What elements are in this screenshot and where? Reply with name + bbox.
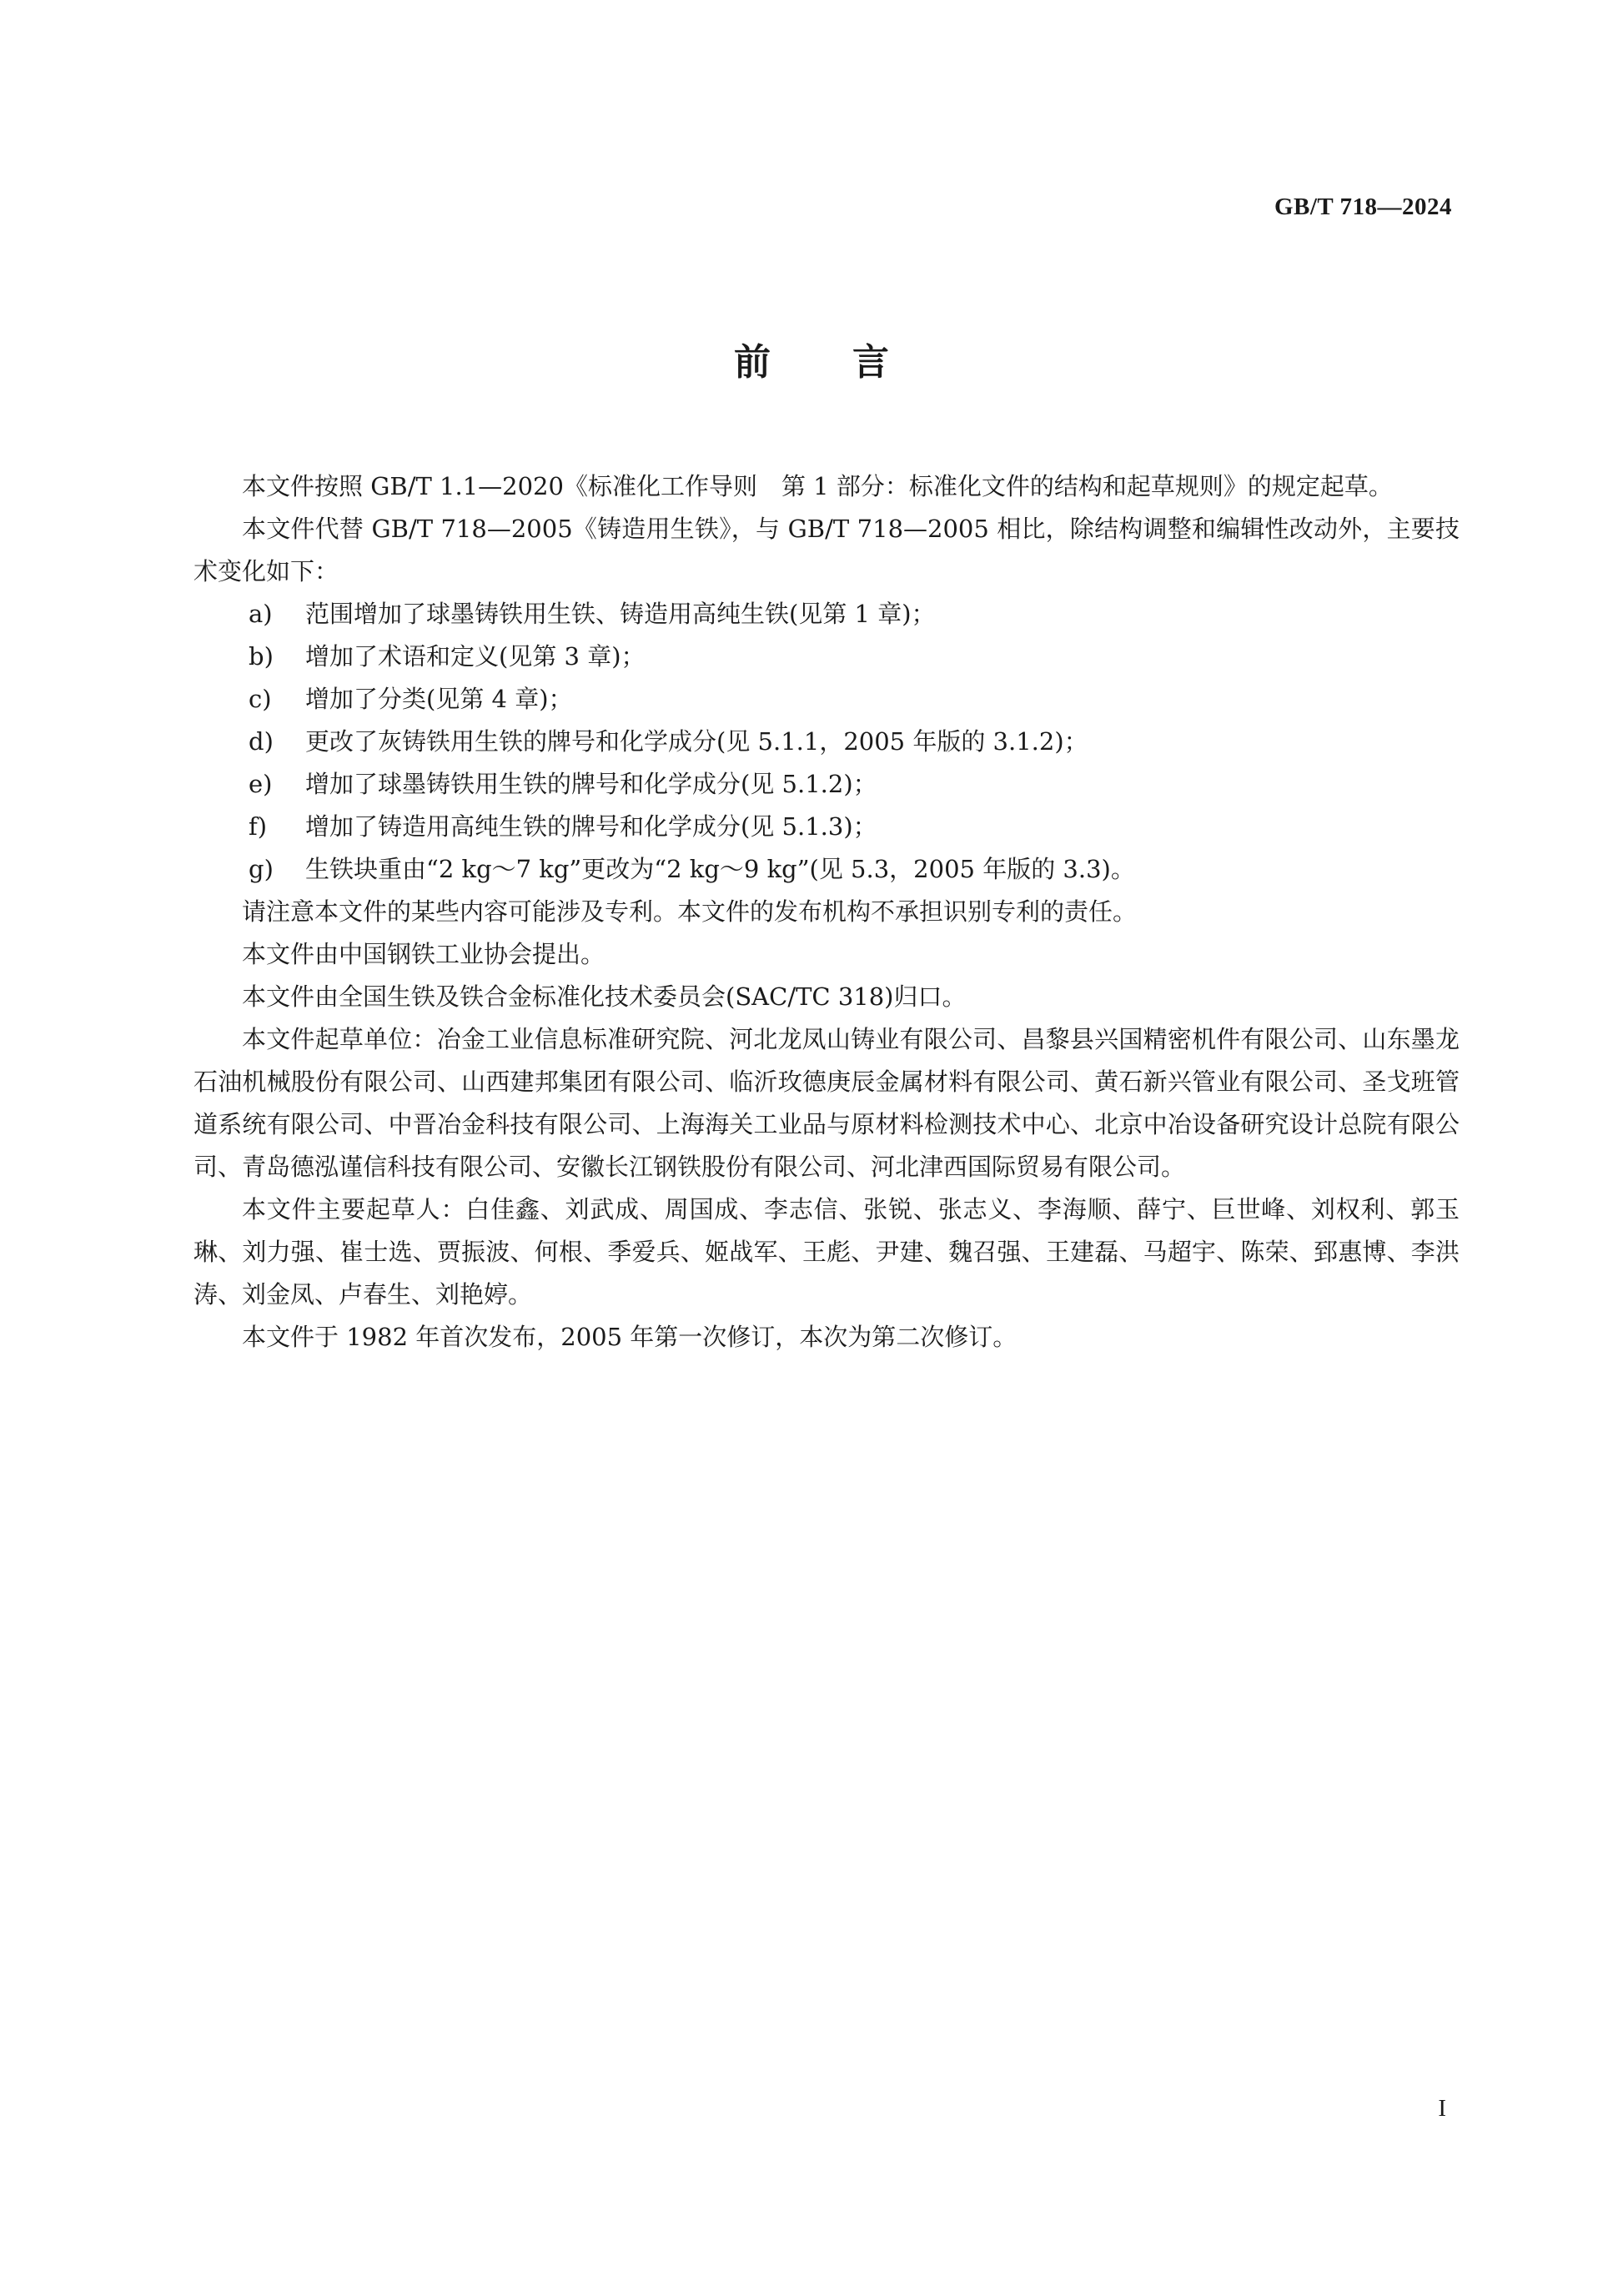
document-code: GB/T 718—2024	[1274, 193, 1452, 220]
foreword-content	[193, 465, 1460, 1359]
list-item-text: 生铁块重由“2 kg～7 kg”更改为“2 kg～9 kg”(见 5.3，2005 年版的 3.3)。	[305, 855, 1135, 883]
list-item-text: 增加了分类(见第 4 章)；	[305, 685, 573, 713]
paragraph-patent-notice: 请注意本文件的某些内容可能涉及专利。本文件的发布机构不承担识别专利的责任。	[242, 897, 1138, 926]
paragraph-drafting-rules: 本文件按照 GB/T 1.1—2020《标准化工作导则 第 1 部分：标准化文件的结构和起草规则》的规定起草。	[242, 472, 1393, 500]
list-marker: c)	[249, 685, 272, 713]
list-item-text: 范围增加了球墨铸铁用生铁、铸造用高纯生铁(见第 1 章)；	[305, 600, 936, 628]
list-marker: g)	[249, 855, 274, 883]
list-item	[193, 763, 1460, 806]
list-item-text: 增加了球墨铸铁用生铁的牌号和化学成分(见 5.1.2)；	[305, 770, 877, 798]
paragraph-drafting-units: 本文件起草单位：冶金工业信息标准研究院、河北龙凤山铸业有限公司、昌黎县兴国精密机件有限公司、山东墨龙石油机械股份有限公司、山西建邦集团有限公司、临沂玫德庚辰金属材料有限公司、黄石新兴管业有限公司、圣戈班管道系统有限公司、中晋冶金科技有限公司、上海海关工业品与原材料检测技术中心、北京中冶设备研究设计总院有限公司、青岛德泓谨信科技有限公司、安徽长江钢铁股份有限公司、河北津西国际贸易有限公司。	[193, 1025, 1460, 1181]
list-item	[193, 806, 1460, 848]
list-item	[193, 678, 1460, 721]
paragraph-committee: 本文件由全国生铁及铁合金标准化技术委员会(SAC/TC 318)归口。	[242, 982, 967, 1011]
list-marker: f)	[249, 812, 268, 841]
changes-list	[193, 593, 1460, 891]
list-marker: e)	[249, 770, 273, 798]
paragraph-replacement: 本文件代替 GB/T 718—2005《铸造用生铁》，与 GB/T 718—2005 相比，除结构调整和编辑性改动外，主要技术变化如下：	[193, 515, 1460, 585]
paragraph-history: 本文件于 1982 年首次发布，2005 年第一次修订，本次为第二次修订。	[242, 1323, 1018, 1351]
list-item-text: 增加了铸造用高纯生铁的牌号和化学成分(见 5.1.3)；	[305, 812, 877, 841]
list-marker: d)	[249, 727, 274, 756]
list-item-text: 增加了术语和定义(见第 3 章)；	[305, 642, 646, 671]
paragraph-drafters: 本文件主要起草人：白佳鑫、刘武成、周国成、李志信、张锐、张志义、李海顺、薛宁、巨世峰、刘权利、郭玉琳、刘力强、崔士选、贾振波、何根、季爱兵、姬战军、王彪、尹建、魏召强、王建磊、马超宇、陈荣、郅惠博、李洪涛、刘金凤、卢春生、刘艳婷。	[193, 1195, 1460, 1309]
page-number: I	[1438, 2095, 1446, 2122]
list-item	[193, 721, 1460, 763]
list-marker: a)	[249, 600, 273, 628]
page-title: 前言	[734, 341, 971, 384]
list-item	[193, 848, 1460, 891]
list-marker: b)	[249, 642, 274, 671]
list-item	[193, 593, 1460, 636]
list-item	[193, 636, 1460, 678]
list-item-text: 更改了灰铸铁用生铁的牌号和化学成分(见 5.1.1，2005 年版的 3.1.2)；	[305, 727, 1088, 756]
paragraph-proposer: 本文件由中国钢铁工业协会提出。	[242, 940, 605, 968]
